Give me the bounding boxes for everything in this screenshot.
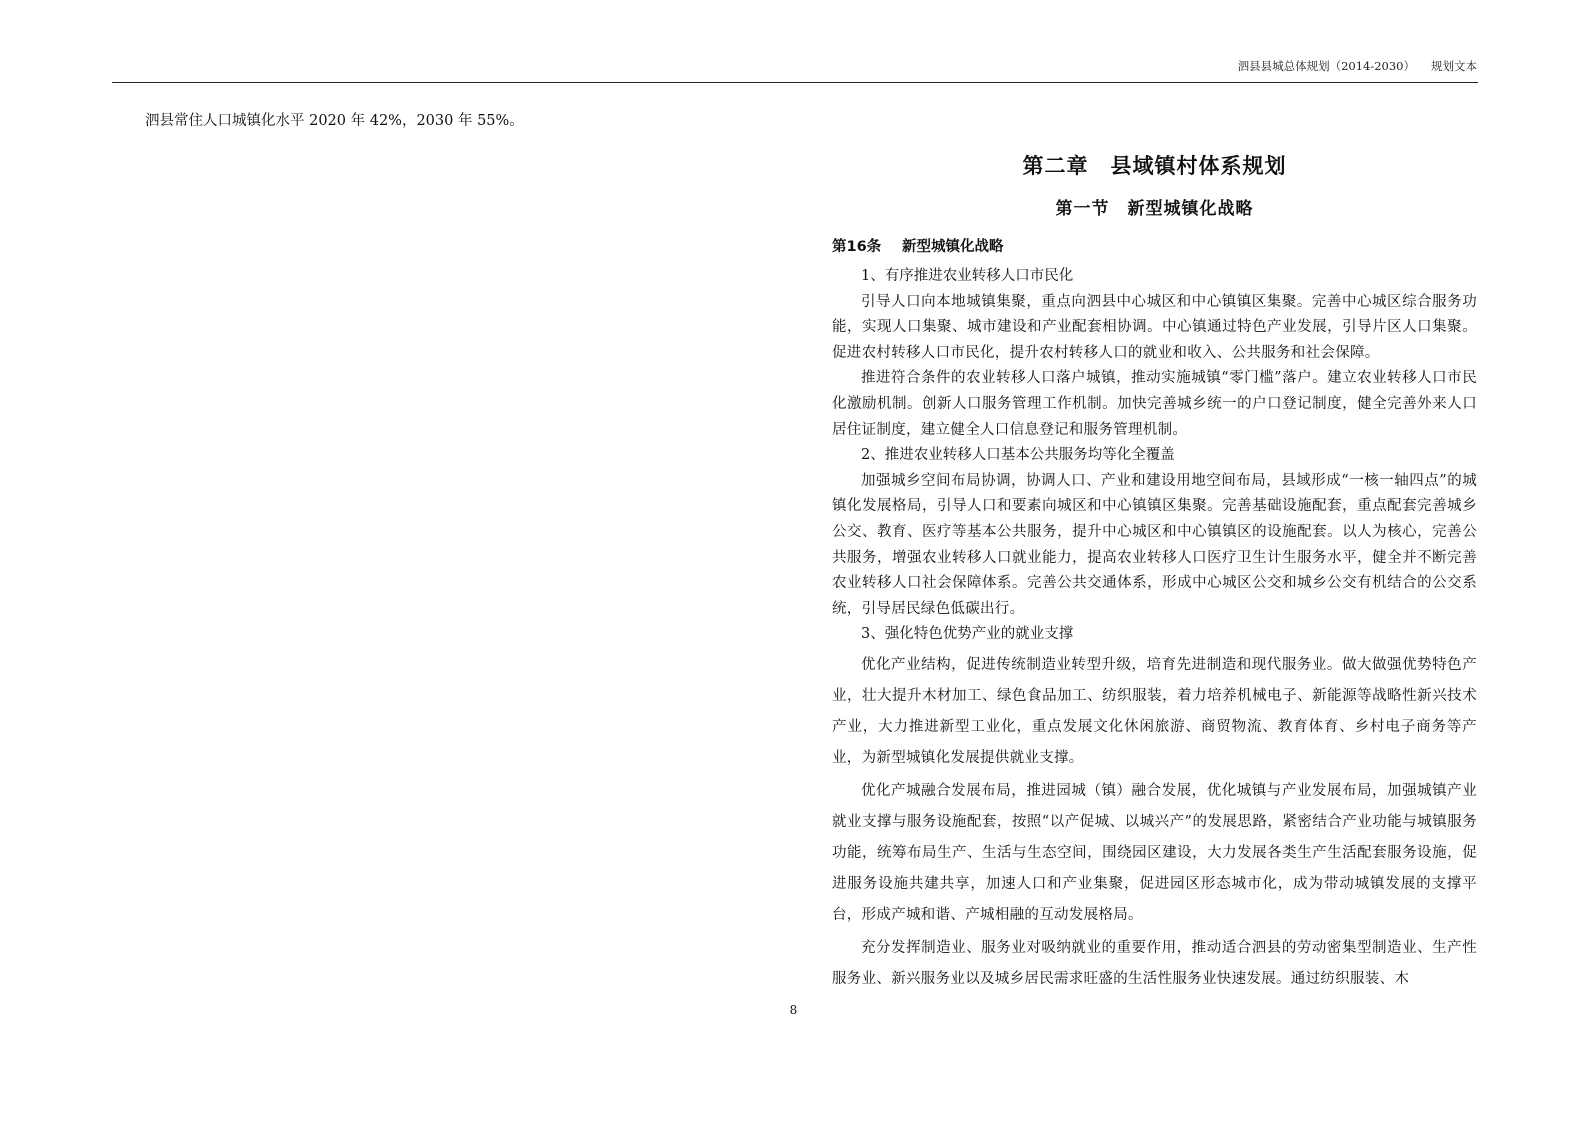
left-paragraph: 泗县常住人口城镇化水平 2020 年 42%，2030 年 55%。 [145, 113, 524, 129]
item-heading: 3、强化特色优势产业的就业支撑 [861, 626, 1074, 643]
body-paragraph: 引导人口向本地城镇集聚，重点向泗县中心城区和中心镇镇区集聚。完善中心城区综合服务功能，实现人口集聚、城市建设和产业配套相协调。中心镇通过特色产业发展，引导片区人口集聚。促进农村转移人口市民化，提升农村转移人口的就业和收入、公共服务和社会保障。 [832, 293, 1477, 361]
right-page-column [832, 150, 1477, 995]
item-heading: 1、有序推进农业转移人口市民化 [861, 268, 1074, 284]
item-heading: 2、推进农业转移人口基本公共服务均等化全覆盖 [861, 447, 1175, 464]
body-paragraph: 优化产城融合发展布局，推进园城（镇）融合发展，优化城镇与产业发展布局，加强城镇产业就业支撑与服务设施配套，按照“以产促城、以城兴产”的发展思路，紧密结合产业功能与城镇服务功能，统筹布局生产、生活与生态空间，围绕园区建设，大力发展各类生产生活配套服务设施，促进服务设施共建共享，加速人口和产业集聚，促进园区形态城市化，成为带动城镇发展的支撑平台，形成产城和谐、产城相融的互动发展格局。 [832, 782, 1477, 923]
header-title: 泗县县城总体规划（2014-2030） [1237, 59, 1415, 73]
header-rule [112, 82, 1478, 83]
article-heading [832, 235, 1477, 256]
body-paragraph: 推进符合条件的农业转移人口落户城镇，推动实施城镇“零门槛”落户。建立农业转移人口市民化激励机制。创新人口服务管理工作机制。加快完善城乡统一的户口登记制度，健全完善外来人口居住证制度，建立健全人口信息登记和服务管理机制。 [832, 370, 1477, 438]
header-doc-type: 规划文本 [1431, 59, 1477, 73]
left-page-column [145, 108, 785, 134]
page-number: 8 [789, 1003, 798, 1017]
chapter-title: 第二章 县域镇村体系规划 [1022, 154, 1287, 178]
running-header [1238, 58, 1477, 74]
body-paragraph: 充分发挥制造业、服务业对吸纳就业的重要作用，推动适合泗县的劳动密集型制造业、生产性服务业、新兴服务业以及城乡居民需求旺盛的生活性服务业快速发展。通过纺织服装、木 [832, 939, 1477, 987]
article-number: 第16条 [832, 239, 882, 255]
body-paragraph: 加强城乡空间布局协调，协调人口、产业和建设用地空间布局，县域形成“一核一轴四点”的城镇化发展格局，引导人口和要素向城区和中心镇镇区集聚。完善基础设施配套，重点配套完善城乡公交、教育、医疗等基本公共服务，提升中心城区和中心镇镇区的设施配套。以人为核心，完善公共服务，增强农业转移人口就业能力，提高农业转移人口医疗卫生计生服务水平，健全并不断完善农业转移人口社会保障体系。完善公共交通体系，形成中心城区公交和城乡公交有机结合的公交系统，引导居民绿色低碳出行。 [832, 472, 1477, 617]
body-paragraph: 优化产业结构，促进传统制造业转型升级，培育先进制造和现代服务业。做大做强优势特色产业，壮大提升木材加工、绿色食品加工、纺织服装，着力培养机械电子、新能源等战略性新兴技术产业，大力推进新型工业化，重点发展文化休闲旅游、商贸物流、教育体育、乡村电子商务等产业，为新型城镇化发展提供就业支撑。 [832, 656, 1477, 766]
article-title: 新型城镇化战略 [902, 239, 1004, 255]
section-title: 第一节 新型城镇化战略 [1055, 199, 1254, 219]
